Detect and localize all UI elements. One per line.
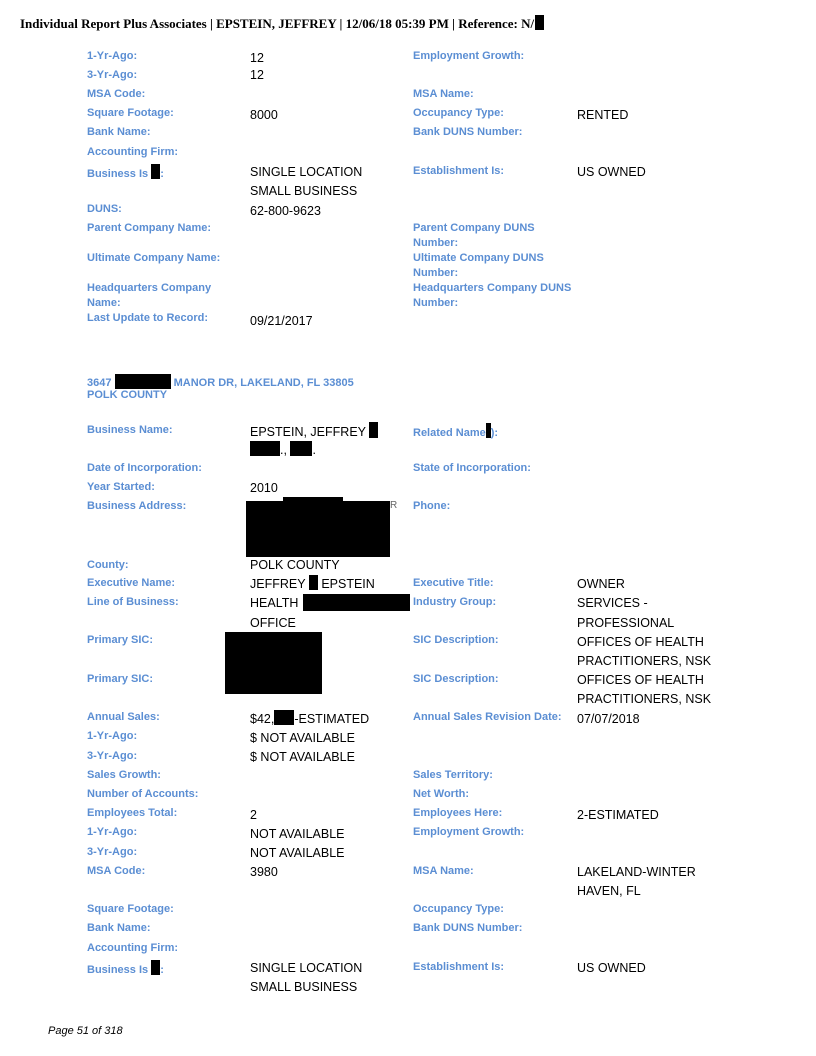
related-label-start: Related Name <box>413 427 486 439</box>
value-occupancy-type: RENTED <box>577 108 629 122</box>
label-establishment-is-2: Establishment Is: <box>413 961 505 973</box>
exec-first-name: JEFFREY <box>250 577 306 591</box>
label-emp-growth: Employment Growth: <box>413 826 525 838</box>
label-parent-duns: Parent Company DUNS Number: <box>413 222 535 249</box>
value-industry-group-1: SERVICES - <box>577 596 648 610</box>
label-sales-3yr-ago: 3-Yr-Ago: <box>87 750 138 762</box>
value-last-update: 09/21/2017 <box>250 314 313 328</box>
value-industry-group-2: PROFESSIONAL <box>577 616 675 630</box>
redaction-block <box>151 164 160 179</box>
label-msa-name-2: MSA Name: <box>413 865 474 877</box>
label-primary-sic-2: Primary SIC: <box>87 673 154 685</box>
related-label-end: ): <box>490 427 499 439</box>
label-establishment-is: Establishment Is: <box>413 165 505 177</box>
value-business-is-2a: SINGLE LOCATION <box>250 961 363 975</box>
label-primary-sic-1: Primary SIC: <box>87 634 154 646</box>
label-related-names <box>413 423 498 441</box>
value-employees-here: 2-ESTIMATED <box>577 808 659 822</box>
label-bank-name-2: Bank Name: <box>87 922 151 934</box>
label-date-incorporation: Date of Incorporation: <box>87 462 202 474</box>
label-3yr-ago: 3-Yr-Ago: <box>87 69 138 81</box>
label-business-is-2: Business Is : <box>87 960 164 978</box>
value-year-started: 2010 <box>250 481 278 495</box>
label-bank-name: Bank Name: <box>87 126 151 138</box>
value-sic-description-2a: OFFICES OF HEALTH <box>577 673 704 687</box>
label-bank-duns-2: Bank DUNS Number: <box>413 922 523 934</box>
address-street: MANOR DR, LAKELAND, FL 33805 <box>173 377 354 389</box>
redaction-block <box>225 632 322 694</box>
address-number: 3647 <box>87 377 112 389</box>
redaction-block <box>535 15 544 30</box>
label-executive-title: Executive Title: <box>413 577 494 589</box>
value-square-footage: 8000 <box>250 108 278 122</box>
label-square-footage-2: Square Footage: <box>87 903 174 915</box>
label-msa-code: MSA Code: <box>87 88 146 100</box>
report-header <box>20 15 544 32</box>
value-sic-description-2b: PRACTITIONERS, NSK <box>577 692 712 706</box>
label-year-started: Year Started: <box>87 481 155 493</box>
redaction-block <box>246 501 390 557</box>
label-number-of-accounts: Number of Accounts: <box>87 788 199 800</box>
business-is-text-2: Business Is <box>87 964 149 976</box>
address-fragment: R <box>390 500 398 511</box>
label-square-footage: Square Footage: <box>87 107 174 119</box>
value-emp-1yr-ago: NOT AVAILABLE <box>250 827 345 841</box>
label-county: County: <box>87 559 129 571</box>
label-business-address: Business Address: <box>87 500 187 512</box>
label-employees-here: Employees Here: <box>413 807 503 819</box>
value-emp-3yr-ago: NOT AVAILABLE <box>250 846 345 860</box>
label-sales-revision-date: Annual Sales Revision Date: <box>413 711 562 723</box>
redaction-block <box>303 594 410 611</box>
label-sales-growth: Sales Growth: <box>87 769 161 781</box>
label-bank-duns: Bank DUNS Number: <box>413 126 523 138</box>
value-business-is-2: SMALL BUSINESS <box>250 184 358 198</box>
label-employees-total: Employees Total: <box>87 807 178 819</box>
value-business-is-2b: SMALL BUSINESS <box>250 980 358 994</box>
business-name-sep: ., <box>280 443 287 457</box>
exec-last-name: EPSTEIN <box>321 577 375 591</box>
value-sic-description-1a: OFFICES OF HEALTH <box>577 635 704 649</box>
value-sales-3yr-ago: $ NOT AVAILABLE <box>250 750 355 764</box>
value-duns: 62-800-9623 <box>250 204 321 218</box>
redaction-block <box>274 710 294 725</box>
label-msa-name: MSA Name: <box>413 88 474 100</box>
label-annual-sales: Annual Sales: <box>87 711 160 723</box>
label-sic-description-1: SIC Description: <box>413 634 499 646</box>
label-hq-company: Headquarters Company Name: <box>87 282 212 309</box>
label-accounting-firm-2: Accounting Firm: <box>87 942 179 954</box>
value-sales-revision-date: 07/07/2018 <box>577 712 640 726</box>
label-last-update: Last Update to Record: <box>87 312 209 324</box>
label-1yr-ago: 1-Yr-Ago: <box>87 50 138 62</box>
redaction-block <box>115 374 171 389</box>
business-name-text: EPSTEIN, JEFFREY <box>250 425 366 439</box>
label-occupancy-type: Occupancy Type: <box>413 107 504 119</box>
value-line-of-business-1: HEALTH <box>250 596 299 610</box>
label-line-of-business: Line of Business: <box>87 596 179 608</box>
label-business-name: Business Name: <box>87 424 173 436</box>
label-ultimate-duns: Ultimate Company DUNS Number: <box>413 252 544 279</box>
redaction-block <box>290 441 312 456</box>
label-accounting-firm: Accounting Firm: <box>87 146 179 158</box>
label-parent-company: Parent Company Name: <box>87 222 212 234</box>
sales-start: $42, <box>250 712 275 726</box>
value-msa-name-2b: HAVEN, FL <box>577 884 641 898</box>
value-business-name-cont <box>250 441 316 460</box>
page-number: Page 51 of 318 <box>48 1025 123 1037</box>
value-1yr-ago: 12 <box>250 51 264 65</box>
value-business-is-1: SINGLE LOCATION <box>250 165 363 179</box>
label-executive-name: Executive Name: <box>87 577 176 589</box>
value-msa-name-2a: LAKELAND-WINTER <box>577 865 696 879</box>
label-msa-code-2: MSA Code: <box>87 865 146 877</box>
label-emp-3yr-ago: 3-Yr-Ago: <box>87 846 138 858</box>
label-sales-territory: Sales Territory: <box>413 769 493 781</box>
label-phone: Phone: <box>413 500 451 512</box>
value-county: POLK COUNTY <box>250 558 340 572</box>
redaction-block <box>151 960 160 975</box>
label-duns: DUNS: <box>87 203 122 215</box>
label-employment-growth: Employment Growth: <box>413 50 525 62</box>
label-sales-1yr-ago: 1-Yr-Ago: <box>87 730 138 742</box>
redaction-block <box>309 575 318 590</box>
value-3yr-ago: 12 <box>250 68 264 82</box>
redaction-block <box>369 422 378 438</box>
value-establishment-is: US OWNED <box>577 165 646 179</box>
business-is-text: Business Is <box>87 168 149 180</box>
value-sales-1yr-ago: $ NOT AVAILABLE <box>250 731 355 745</box>
redaction-block <box>250 441 280 456</box>
value-msa-code-2: 3980 <box>250 865 278 879</box>
value-executive-title: OWNER <box>577 577 625 591</box>
value-employees-total: 2 <box>250 808 257 822</box>
value-executive-name <box>250 575 375 594</box>
label-business-is: Business Is : <box>87 164 164 182</box>
sales-end: -ESTIMATED <box>294 712 370 726</box>
value-line-of-business-2: OFFICE <box>250 616 296 630</box>
label-emp-1yr-ago: 1-Yr-Ago: <box>87 826 138 838</box>
value-business-name <box>250 422 378 442</box>
label-hq-duns: Headquarters Company DUNS Number: <box>413 282 572 309</box>
value-sic-description-1b: PRACTITIONERS, NSK <box>577 654 712 668</box>
business-name-end: . <box>312 443 316 457</box>
label-sic-description-2: SIC Description: <box>413 673 499 685</box>
value-establishment-is-2: US OWNED <box>577 961 646 975</box>
label-net-worth: Net Worth: <box>413 788 470 800</box>
report-header-text: Individual Report Plus Associates | EPSTEIN, JEFFREY | 12/06/18 05:39 PM | Reference: N/ <box>20 16 535 31</box>
label-ultimate-company: Ultimate Company Name: <box>87 252 221 264</box>
address-county: POLK COUNTY <box>87 389 168 401</box>
label-state-incorporation: State of Incorporation: <box>413 462 531 474</box>
value-annual-sales <box>250 710 369 729</box>
label-industry-group: Industry Group: <box>413 596 497 608</box>
label-occupancy-type-2: Occupancy Type: <box>413 903 504 915</box>
